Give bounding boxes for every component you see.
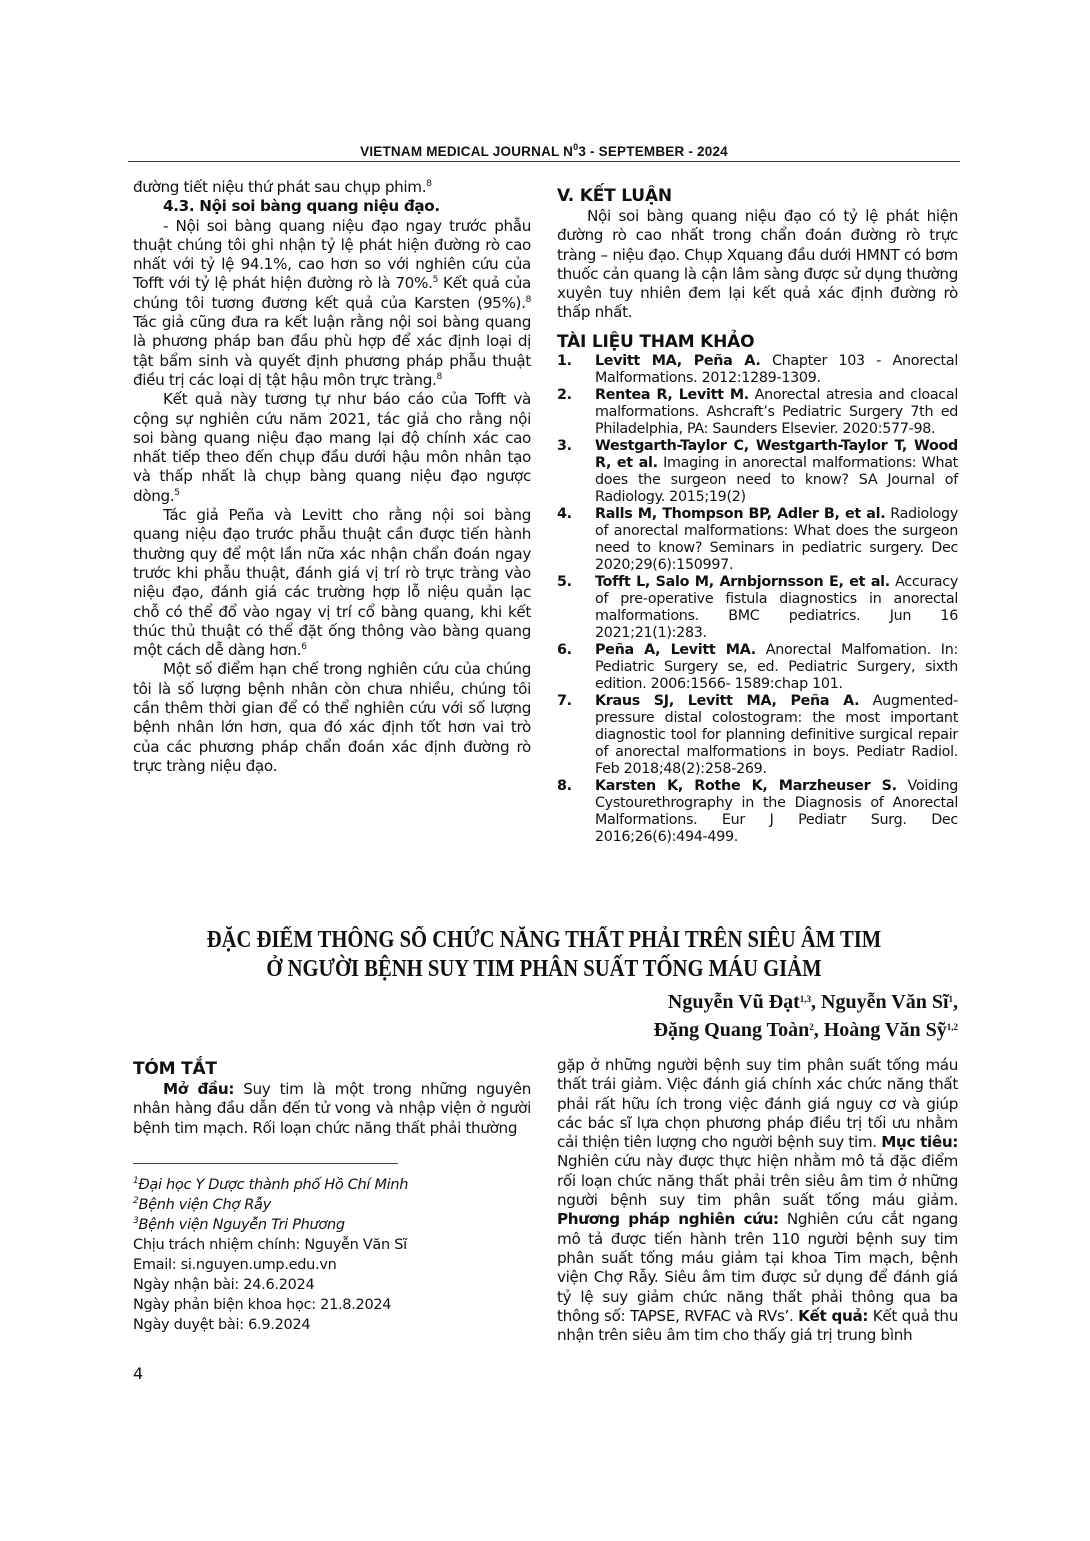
- reference-item: [557, 693, 958, 778]
- affiliation-3: $^3$Bệnh viện Nguyễn Tri Phương: [133, 1216, 345, 1233]
- reference-text: Rentea R, Levitt M. Anorectal atresia and cloacal malformations. Ashcraft’s Pediatric Surgery 7th ed Philadelphia, PA: Saunders Elsevier. 2020:577-98.: [595, 386, 958, 437]
- reference-item: [557, 387, 958, 438]
- reference-text: Karsten K, Rothe K, Marzheuser S. Voiding Cystourethrography in the Diagnosis of Anorectal Malformations. Eur J Pediatr Surg. Dec 2016;26(6):494-499.: [595, 777, 959, 845]
- footnote-rule: [133, 1163, 398, 1164]
- corresponding-author: Chịu trách nhiệm chính: Nguyễn Văn Sĩ: [133, 1237, 407, 1253]
- reference-text: Peña A, Levitt MA. Anorectal Malfomation. In: Pediatric Surgery se, ed. Pediatric Surgery, sixth edition. 2006:1566- 1589:chap 101.: [595, 641, 959, 692]
- reference-number: 1.: [557, 352, 572, 369]
- reference-item: [557, 574, 958, 642]
- reference-text: Tofft L, Salo M, Arnbjornsson E, et al. Accuracy of pre-operative fistula diagnostics in anorectal malformations. BMC pediatrics. Jun 16 2021;21(1):283.: [595, 573, 958, 641]
- paragraph: Mở đầu: Suy tim là một trong những nguyên nhân hàng đầu dẫn đến tử vong và nhập viện ở người bệnh tim mạch. Rối loạn chức năng thất phải thường: [133, 1080, 531, 1137]
- paragraph: - Nội soi bàng quang niệu đạo ngay trước phẫu thuật chúng tôi ghi nhận tỷ lệ phát hiện đường rò cao nhất với tỷ lệ 94.1%, cao hơn so với nghiên cứu của Tofft với tỷ lệ phát hiện đường rò là 70%.$^5$ Kết quả của chúng tôi tương đương kết quả của Karsten (95%).$^8$ Tác giả cũng đưa ra kết luận rằng nội soi bàng quang là phương pháp ban đầu phù hợp để xác định loại dị tật bẩm sinh và quyết định phương pháp phẫu thuật điều trị các loại dị tật hậu môn trực tràng.$^8$: [133, 216, 531, 389]
- reference-text: Westgarth-Taylor C, Westgarth-Taylor T, Wood R, et al. Imaging in anorectal malformations: What does the surgeon need to know? SA Journal of Radiology. 2015;19(2): [595, 437, 958, 505]
- paragraph: đường tiết niệu thứ phát sau chụp phim.$^8$: [133, 178, 432, 196]
- reference-item: [557, 438, 958, 506]
- reference-item: [557, 778, 958, 846]
- reference-list: [557, 353, 958, 846]
- email: Email: si.nguyen.ump.edu.vn: [133, 1257, 337, 1273]
- right-column: [557, 185, 958, 846]
- abstract-heading: TÓM TẮT: [133, 1059, 217, 1079]
- title-line: ĐẶC ĐIỂM THÔNG SỐ CHỨC NĂNG THẤT PHẢI TRÊN SIÊU ÂM TIM: [206, 927, 882, 953]
- running-header: [128, 144, 960, 159]
- reference-text: Ralls M, Thompson BP, Adler B, et al. Radiology of anorectal malformations: What does the surgeon need to know? Seminars in pediatric surgery. Dec 2020;29(6):150997.: [595, 505, 958, 573]
- article-title: [186, 926, 902, 984]
- reference-item: [557, 506, 958, 574]
- reference-number: 2.: [557, 386, 572, 403]
- author-list: Nguyễn Vũ Đạt$^{1,3}$, Nguyễn Văn $Sĩ^1$, Đặng Quang Toàn$^2$, Hoàng Văn Sỹ$^{1,2}$: [653, 991, 958, 1041]
- header-rule: [128, 161, 960, 162]
- affiliation-1: $^1$Đại học Y Dược thành phố Hồ Chí Minh: [133, 1176, 409, 1193]
- reference-text: Levitt MA, Peña A. Chapter 103 - Anorectal Malformations. 2012:1289-1309.: [595, 352, 958, 386]
- paragraph: Kết quả này tương tự như báo cáo của Tofft và cộng sự nghiên cứu năm 2021, tác giả cho rằng nội soi bàng quang niệu đạo mang lại độ chính xác cao nhất tiếp theo đến chụp đầu dưới hậu môn nhân tạo và thấp nhất là chụp bàng quang niệu đạo ngược dòng.$^5$: [133, 390, 531, 505]
- reference-number: 4.: [557, 505, 572, 522]
- left-column: [133, 178, 531, 776]
- review-date: Ngày phản biện khoa học: 21.8.2024: [133, 1297, 392, 1313]
- issue: 3 - SEPTEMBER - 2024: [578, 144, 728, 159]
- reference-number: 8.: [557, 777, 572, 794]
- section-heading-conclusion: V. KẾT LUẬN: [557, 186, 672, 206]
- abstract-left: [133, 1058, 531, 1138]
- number-sup: 0: [573, 142, 579, 152]
- paragraph: Tác giả Peña và Levitt cho rằng nội soi bàng quang niệu đạo trước phẫu thuật cần được tiến hành thường quy để một lần nữa xác nhận chẩn đoán ngay trước khi phẫu thuật, đánh giá vị trí rò trực tràng vào niệu đạo, đánh giá các trường hợp lỗ niệu quản lạc chỗ có thể đổ vào ngay vị trí cổ bàng quang, khi kết thúc thủ thuật có thể đặt ống thông vào bàng quang một cách dễ dàng hơn.$^6$: [133, 506, 531, 660]
- journal-name: VIETNAM MEDICAL JOURNAL N: [360, 144, 574, 159]
- abstract-right: [557, 1056, 958, 1345]
- received-date: Ngày nhận bài: 24.6.2024: [133, 1277, 315, 1293]
- paragraph: gặp ở những người bệnh suy tim phân suất tống máu thất trái giảm. Việc đánh giá chính xác chức năng thất phải rất hữu ích trong việc đánh giá nguy cơ và giúp các bác sĩ lựa chọn phương pháp điều trị tối ưu nhằm cải thiện tiên lượng cho người bệnh suy tim. Mục tiêu: Nghiên cứu này được thực hiện nhằm mô tả đặc điểm rối loạn chức năng thất phải trên siêu âm tim ở những người bệnh suy tim phân suất tống máu giảm. Phương pháp nghiên cứu: Nghiên cứu cắt ngang mô tả được tiến hành trên 110 người bệnh suy tim phân suất tống máu giảm tại khoa Tim mạch, bệnh viện Chợ Rẫy. Siêu âm tim được sử dụng để đánh giá tỷ lệ suy giảm chức năng thất phải thông qua ba thông số: TAPSE, RVFAC và RVs’. Kết quả: Kết quả thu nhận trên siêu âm tim cho thấy giá trị trung bình: [557, 1056, 958, 1345]
- paragraph: Một số điểm hạn chế trong nghiên cứu của chúng tôi là số lượng bệnh nhân còn chưa nhiều, chúng tôi cần thêm thời gian để có thể nghiên cứu với số lượng bệnh nhân lớn hơn, qua đó xác định tốt hơn vai trò của các phương pháp chẩn đoán xác định đường rò trực tràng niệu đạo.: [133, 660, 531, 775]
- reference-number: 5.: [557, 573, 572, 590]
- references-heading: TÀI LIỆU THAM KHẢO: [557, 331, 755, 352]
- affiliation-2: $^2$Bệnh viện Chợ Rẫy: [133, 1196, 271, 1213]
- reference-number: 6.: [557, 641, 572, 658]
- reference-number: 3.: [557, 437, 572, 454]
- section-heading-4-3: 4.3. Nội soi bàng quang niệu đạo.: [163, 197, 440, 216]
- accepted-date: Ngày duyệt bài: 6.9.2024: [133, 1317, 311, 1333]
- reference-item: [557, 353, 958, 387]
- reference-number: 7.: [557, 692, 572, 709]
- paragraph: Nội soi bàng quang niệu đạo có tỷ lệ phát hiện đường rò cao nhất trong chẩn đoán đường rò trực tràng – niệu đạo. Chụp Xquang đầu dưới HMNT có bơm thuốc cản quang là cận lâm sàng được sử dụng thường xuyên tuy nhiên đem lại kết quả xác định đường rò thấp nhất.: [557, 207, 958, 322]
- title-line: Ở NGƯỜI BỆNH SUY TIM PHÂN SUẤT TỐNG MÁU GIẢM: [266, 956, 822, 982]
- page-number: 4: [133, 1364, 144, 1383]
- reference-item: [557, 642, 958, 693]
- reference-text: Kraus SJ, Levitt MA, Peña A. Augmented-pressure distal colostogram: the most important diagnostic tool for planning definitive surgical repair of anorectal malformations in boys. Pediatr Radiol. Feb 2018;48(2):258-269.: [595, 692, 958, 777]
- footnotes: [133, 1175, 408, 1335]
